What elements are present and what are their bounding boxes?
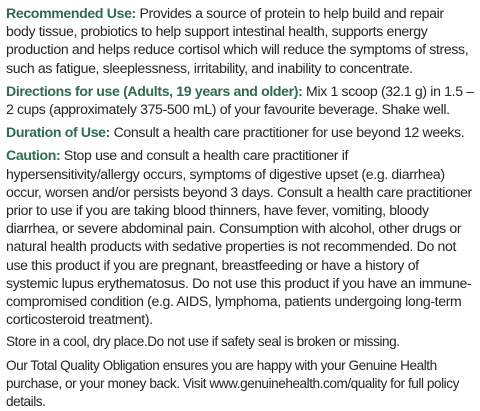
caution-heading: Caution: (6, 147, 61, 164)
duration-paragraph (6, 123, 474, 141)
quality-paragraph (6, 357, 474, 411)
directions-text: Mix 1 scoop (32.1 g) in 1.5 – 2 cups (approximately 375-500 mL) of your favourite beverage. Shake well. (6, 82, 474, 118)
directions-paragraph (6, 82, 474, 118)
caution-paragraph (6, 146, 474, 328)
storage-paragraph (6, 333, 474, 351)
storage-text: Store in a cool, dry place.Do not use if safety seal is broken or missing. (6, 334, 400, 350)
caution-text: Stop use and consult a health care practitioner if hypersensitivity/allergy occurs, symptoms of digestive upset (e.g. diarrhea) occur, worsen and/or persists beyond 3 days. Consult a health care practitioner prior to use if you are taking blood thinners, have fever, vomiting, bloody diarrhea, or severe abdominal pain. Consumption with alcohol, other drugs or natural health products with sedative properties is not recommended. Do not use this product if you are pregnant, breastfeeding or have a history of systemic lupus erythematosus. Do not use this product if you have an immune-compromised condition (e.g. AIDS, lymphoma, patients undergoing long-term corticosteroid treatment). (6, 147, 472, 328)
recommended-use-paragraph (6, 4, 474, 77)
quality-text: Our Total Quality Obligation ensures you are happy with your Genuine Health purchase, or your money back. Visit www.genuinehealth.com/quality for full policy details. (6, 357, 459, 410)
duration-heading: Duration of Use: (6, 124, 111, 141)
recommended-use-text: Provides a source of protein to help build and repair body tissue, probiotics to help support intestinal health, supports energy production and helps reduce cortisol which will reduce the symptoms of stress, such as fatigue, sleeplessness, irritability, and inability to concentrate. (6, 5, 469, 76)
duration-text: Consult a health care practitioner for use beyond 12 weeks. (110, 124, 465, 141)
directions-heading: Directions for use (Adults, 19 years and older): (6, 82, 303, 99)
recommended-use-heading: Recommended Use: (6, 5, 136, 21)
